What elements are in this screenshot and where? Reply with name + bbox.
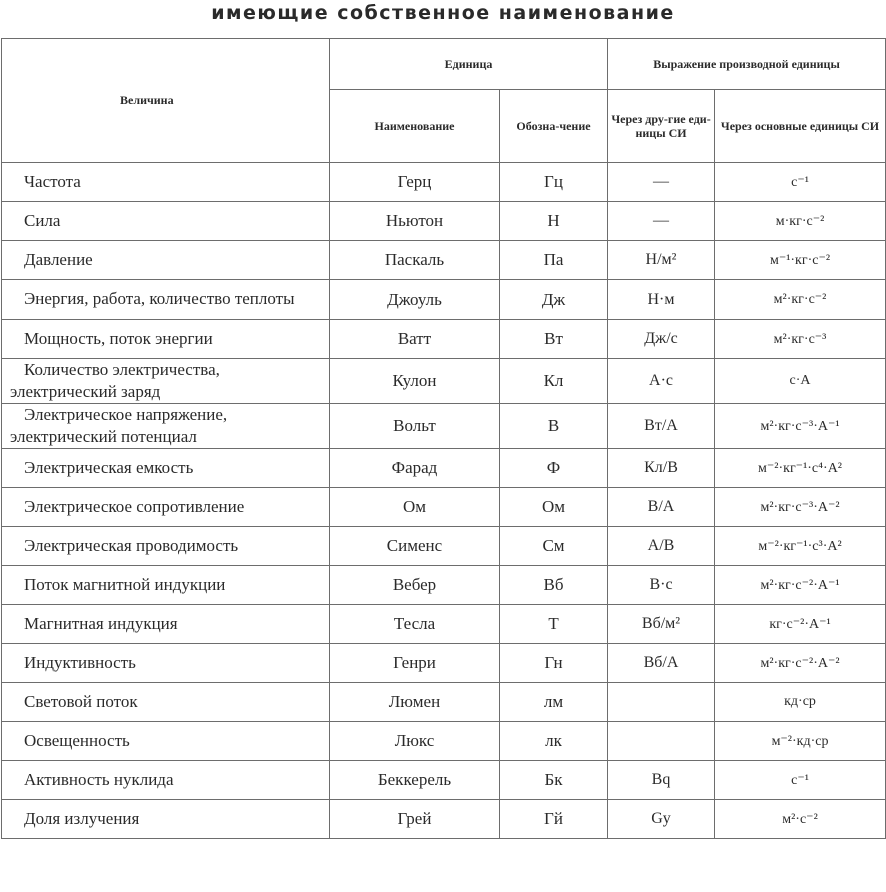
via-base-cell: м⁻²·кг⁻¹·с⁴·А² [715, 449, 886, 488]
quantity-cell: Электрическая емкость [2, 449, 330, 488]
unit-symbol-cell: Кл [500, 359, 608, 404]
via-base-cell: м²·кг·с⁻³·А⁻² [715, 488, 886, 527]
unit-name-cell: Грей [330, 800, 500, 839]
unit-symbol-cell: лк [500, 722, 608, 761]
quantity-cell: Электрическая проводимость [2, 527, 330, 566]
table-row [2, 449, 886, 488]
table-row [2, 163, 886, 202]
via-base-cell: кд·ср [715, 683, 886, 722]
quantity-cell: Давление [2, 241, 330, 280]
unit-name-cell: Ватт [330, 320, 500, 359]
table-row [2, 566, 886, 605]
header-via-other: Через дру-гие еди-ницы СИ [608, 90, 715, 163]
unit-symbol-cell: Бк [500, 761, 608, 800]
table-row [2, 527, 886, 566]
table-row [2, 404, 886, 449]
unit-symbol-cell: лм [500, 683, 608, 722]
unit-symbol-cell: Ом [500, 488, 608, 527]
quantity-cell: Активность нуклида [2, 761, 330, 800]
header-unit: Единица [330, 39, 608, 90]
via-other-cell: Дж/с [608, 320, 715, 359]
via-other-cell [608, 722, 715, 761]
unit-symbol-cell: См [500, 527, 608, 566]
unit-symbol-cell: Т [500, 605, 608, 644]
table-row [2, 683, 886, 722]
via-other-cell: Кл/В [608, 449, 715, 488]
table-row [2, 722, 886, 761]
unit-name-cell: Беккерель [330, 761, 500, 800]
via-other-cell: Вб/м² [608, 605, 715, 644]
table-row [2, 761, 886, 800]
via-other-cell [608, 683, 715, 722]
quantity-cell: Освещенность [2, 722, 330, 761]
via-other-cell: Н/м² [608, 241, 715, 280]
via-other-cell: Gy [608, 800, 715, 839]
table-row [2, 644, 886, 683]
unit-name-cell: Кулон [330, 359, 500, 404]
header-unit-symbol: Обозна-чение [500, 90, 608, 163]
unit-symbol-cell: Гн [500, 644, 608, 683]
unit-symbol-cell: В [500, 404, 608, 449]
via-base-cell: м⁻¹·кг·с⁻² [715, 241, 886, 280]
table-row [2, 241, 886, 280]
via-other-cell: А·с [608, 359, 715, 404]
unit-name-cell: Ом [330, 488, 500, 527]
unit-symbol-cell: Н [500, 202, 608, 241]
table-row [2, 800, 886, 839]
quantity-cell: Сила [2, 202, 330, 241]
quantity-cell: Световой поток [2, 683, 330, 722]
via-base-cell: м⁻²·кг⁻¹·с³·А² [715, 527, 886, 566]
via-base-cell: с⁻¹ [715, 163, 886, 202]
unit-symbol-cell: Вт [500, 320, 608, 359]
table-row [2, 280, 886, 320]
via-base-cell: м²·кг·с⁻³·А⁻¹ [715, 404, 886, 449]
unit-name-cell: Сименс [330, 527, 500, 566]
unit-name-cell: Генри [330, 644, 500, 683]
unit-name-cell: Джоуль [330, 280, 500, 320]
via-base-cell: с·А [715, 359, 886, 404]
unit-symbol-cell: Па [500, 241, 608, 280]
unit-name-cell: Фарад [330, 449, 500, 488]
header-unit-name: Наименование [330, 90, 500, 163]
header-expression: Выражение производной единицы [608, 39, 886, 90]
via-base-cell: м²·кг·с⁻³ [715, 320, 886, 359]
via-other-cell: Н·м [608, 280, 715, 320]
via-base-cell: м²·кг·с⁻²·А⁻¹ [715, 566, 886, 605]
unit-symbol-cell: Гц [500, 163, 608, 202]
unit-name-cell: Тесла [330, 605, 500, 644]
via-other-cell: Вб/А [608, 644, 715, 683]
table-header [2, 39, 886, 163]
via-other-cell: В/А [608, 488, 715, 527]
quantity-cell: Индуктивность [2, 644, 330, 683]
table-row [2, 202, 886, 241]
unit-symbol-cell: Вб [500, 566, 608, 605]
via-other-cell: Вт/А [608, 404, 715, 449]
unit-name-cell: Паскаль [330, 241, 500, 280]
quantity-cell: Доля излучения [2, 800, 330, 839]
unit-symbol-cell: Гй [500, 800, 608, 839]
quantity-cell: Количество электричества, электрический заряд [2, 359, 330, 404]
unit-name-cell: Герц [330, 163, 500, 202]
quantity-cell: Магнитная индукция [2, 605, 330, 644]
unit-symbol-cell: Дж [500, 280, 608, 320]
via-base-cell: м²·кг·с⁻²·А⁻² [715, 644, 886, 683]
via-base-cell: м²·кг·с⁻² [715, 280, 886, 320]
quantity-cell: Электрическое сопротивление [2, 488, 330, 527]
table-row [2, 359, 886, 404]
via-other-cell: — [608, 163, 715, 202]
units-table [1, 38, 886, 839]
table-row [2, 320, 886, 359]
via-base-cell: м·кг·с⁻² [715, 202, 886, 241]
unit-symbol-cell: Ф [500, 449, 608, 488]
unit-name-cell: Люкс [330, 722, 500, 761]
page-title: имеющие собственное наименование [211, 2, 675, 24]
via-base-cell: м⁻²·кд·ср [715, 722, 886, 761]
unit-name-cell: Вольт [330, 404, 500, 449]
via-other-cell: В·с [608, 566, 715, 605]
quantity-cell: Мощность, поток энергии [2, 320, 330, 359]
header-quantity: Величина [2, 39, 330, 163]
via-base-cell: м²·с⁻² [715, 800, 886, 839]
quantity-cell: Поток магнитной индукции [2, 566, 330, 605]
quantity-cell: Электрическое напряжение, электрический потенциал [2, 404, 330, 449]
quantity-cell: Энергия, работа, количество теплоты [2, 280, 330, 320]
table-body [2, 163, 886, 839]
via-other-cell: — [608, 202, 715, 241]
via-other-cell: Bq [608, 761, 715, 800]
via-base-cell: с⁻¹ [715, 761, 886, 800]
header-via-base: Через основные единицы СИ [715, 90, 886, 163]
table-row [2, 488, 886, 527]
unit-name-cell: Люмен [330, 683, 500, 722]
table-row [2, 605, 886, 644]
unit-name-cell: Ньютон [330, 202, 500, 241]
quantity-cell: Частота [2, 163, 330, 202]
via-other-cell: А/В [608, 527, 715, 566]
unit-name-cell: Вебер [330, 566, 500, 605]
via-base-cell: кг·с⁻²·А⁻¹ [715, 605, 886, 644]
